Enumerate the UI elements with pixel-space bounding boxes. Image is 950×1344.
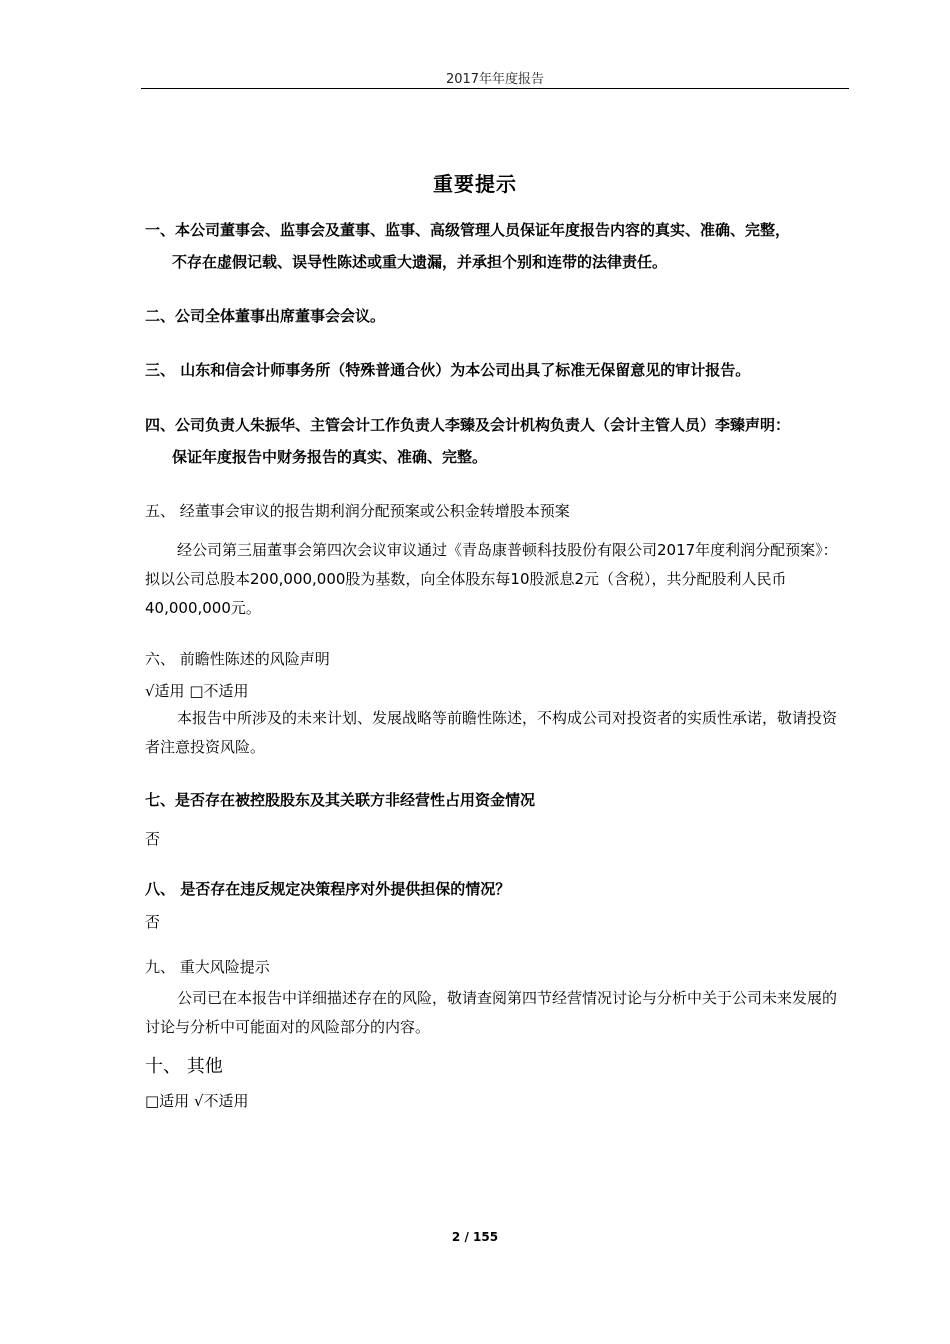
page-number: 2 / 155 [451, 1230, 499, 1244]
item-seven-title: 七、是否存在被控股股东及其关联方非经营性占用资金情况 [145, 791, 536, 809]
item-one-line2: 不存在虚假记载、误导性陈述或重大遗漏，并承担个别和连带的法律责任。 [172, 253, 668, 271]
item-three: 三、 山东和信会计师事务所（特殊普通合伙）为本公司出具了标准无保留意见的审计报告。 [145, 361, 751, 379]
item-eight-answer: 否 [145, 913, 161, 931]
item-six-title: 六、 前瞻性陈述的风险声明 [145, 650, 330, 668]
item-nine-body [145, 984, 851, 1042]
item-one-line1: 一、本公司董事会、监事会及董事、监事、高级管理人员保证年度报告内容的真实、准确、完整， [145, 221, 791, 239]
item-two: 二、公司全体董事出席董事会会议。 [145, 307, 386, 325]
item-eight-title: 八、 是否存在违反规定决策程序对外提供担保的情况？ [145, 880, 511, 898]
item-five-title: 五、 经董事会审议的报告期利润分配预案或公积金转增股本预案 [145, 502, 570, 520]
item-ten-title: 十、 其他 [145, 1056, 223, 1077]
item-six-text: 本报告中所涉及的未来计划、发展战略等前瞻性陈述，不构成公司对投资者的实质性承诺，敬请投资者注意投资风险。 [145, 709, 838, 756]
item-four-line1: 四、公司负责人朱振华、主管会计工作负责人李臻及会计机构负责人（会计主管人员）李臻声明： [145, 416, 791, 434]
item-five-body [145, 536, 851, 623]
item-nine-text: 公司已在本报告中详细描述存在的风险，敬请查阅第四节经营情况讨论与分析中关于公司未来发展的讨论与分析中可能面对的风险部分的内容。 [145, 989, 838, 1036]
item-four-line2: 保证年度报告中财务报告的真实、准确、完整。 [172, 448, 488, 466]
item-five-text: 经公司第三届董事会第四次会议审议通过《青岛康普顿科技股份有限公司2017年度利润分配预案》：拟以公司总股本200,000,000股为基数，向全体股东每10股派息2元（含税），共分配股利人民币40,000,000元。 [145, 541, 838, 617]
item-six-options: √适用 □不适用 [145, 682, 249, 700]
item-six-body [145, 704, 851, 762]
item-nine-title: 九、 重大风险提示 [145, 958, 270, 976]
running-header: 2017年年度报告 [445, 72, 545, 87]
header-divider [141, 88, 849, 89]
item-seven-answer: 否 [145, 830, 161, 848]
page-title: 重要提示 [433, 172, 517, 196]
item-ten-options: □适用 √不适用 [145, 1092, 249, 1110]
